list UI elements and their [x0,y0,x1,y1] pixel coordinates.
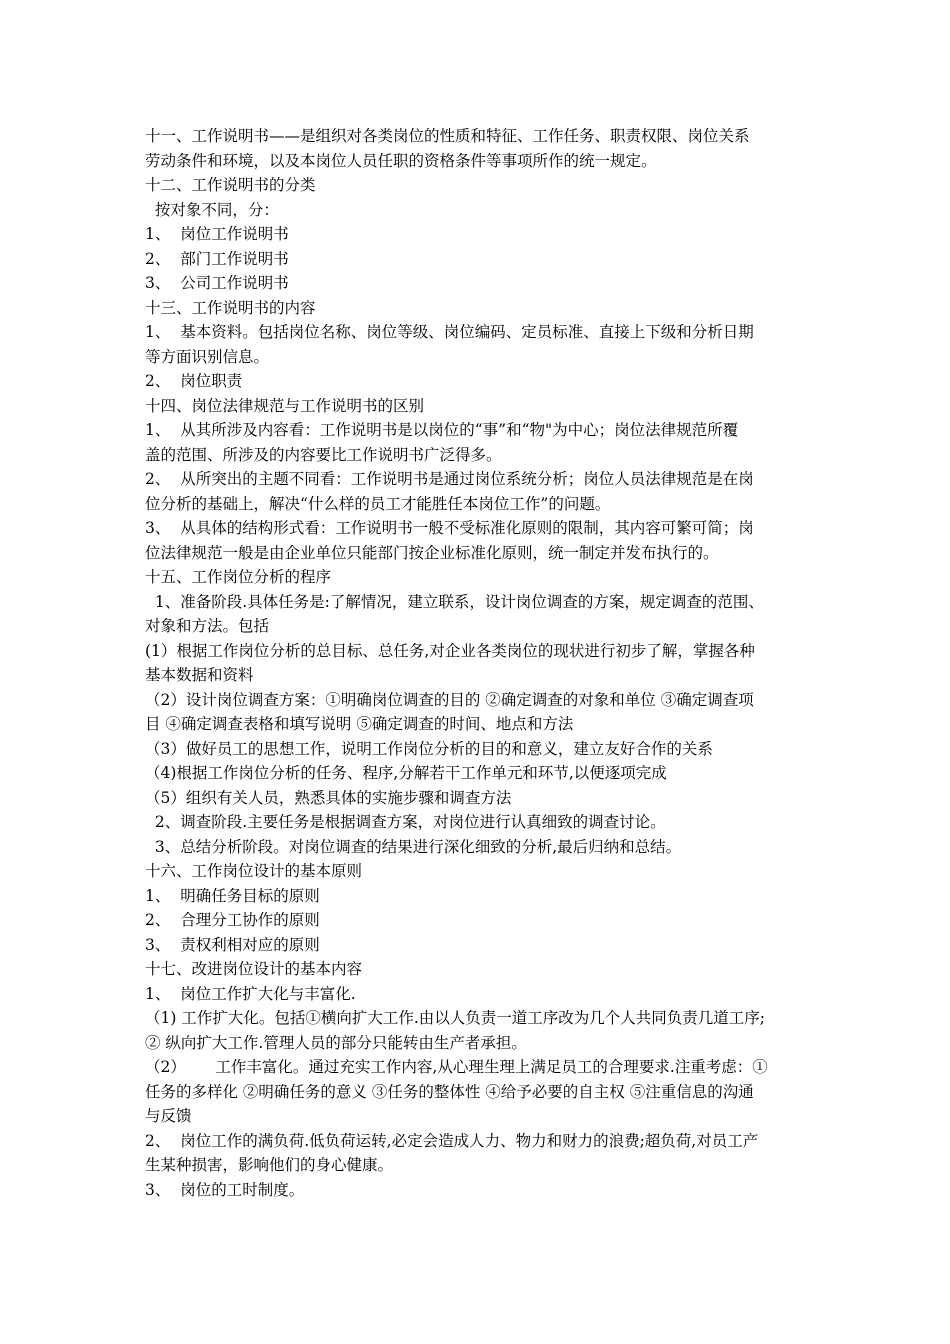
list-item: 1、 基本资料。包括岗位名称、岗位等级、岗位编码、定员标准、直接上下级和分析日期 [145,323,754,341]
text-line: 目 ④确定调查表格和填写说明 ⑤确定调查的时间、地点和方法 [145,715,574,733]
list-item: 1、 明确任务目标的原则 [145,886,320,905]
text-line: 盖的范围、所涉及的内容要比工作说明书广泛得多。 [145,445,502,464]
section-heading: 十二、工作说明书的分类 [145,176,316,194]
list-item: （3）做好员工的思想工作，说明工作岗位分析的目的和意义，建立友好合作的关系 [145,739,713,758]
section-heading: 十四、岗位法律规范与工作说明书的区别 [145,396,425,415]
list-item: 3、 责权利相对应的原则 [145,935,320,954]
list-item: 2、调查阶段.主要任务是根据调查方案，对岗位进行认真细致的调查讨论。 [145,813,666,831]
list-item: （1) 工作扩大化。包括①横向扩大工作.由以人负责一道工序改为几个人共同负责几道工序; [145,1009,765,1027]
document-body [145,124,813,1202]
list-item: 1、 岗位工作说明书 [145,225,289,243]
text-line: 十一、工作说明书——是组织对各类岗位的性质和特征、工作任务、职责权限、岗位关系 [145,127,750,145]
list-item: 3、 公司工作说明书 [145,274,289,292]
list-item: （4)根据工作岗位分析的任务、程序,分解若干工作单元和环节,以便逐项完成 [145,764,667,782]
text-line: 任务的多样化 ②明确任务的意义 ③任务的整体性 ④给予必要的自主权 ⑤注重信息的沟通 [145,1082,754,1101]
text-line: 按对象不同，分： [145,200,279,219]
text-line: 劳动条件和环境，以及本岗位人员任职的资格条件等事项所作的统一规定。 [145,151,657,170]
text-line: 对象和方法。包括 [145,617,270,635]
list-item: （5）组织有关人员，熟悉具体的实施步骤和调查方法 [145,788,512,807]
text-line: 等方面识别信息。 [145,347,270,366]
text-line: 位分析的基础上，解决“什么样的员工才能胜任本岗位工作”的问题。 [145,494,611,513]
list-item: 1、 从其所涉及内容看：工作说明书是以岗位的“事”和“物"为中心；岗位法律规范所覆 [145,421,739,439]
list-item: （2） 工作丰富化。通过充实工作内容,从心理生理上满足员工的合理要求.注重考虑：① [145,1058,768,1076]
list-item: 1、 岗位工作扩大化与丰富化. [145,984,356,1003]
section-heading: 十七、改进岗位设计的基本内容 [145,960,363,978]
list-item: 2、 岗位职责 [145,372,243,390]
list-item: 3、 从具体的结构形式看：工作说明书一般不受标准化原则的限制，其内容可繁可简；岗 [145,519,754,537]
list-item: 2、 合理分工协作的原则 [145,911,320,929]
list-item: 1、准备阶段.具体任务是:了解情况，建立联系，设计岗位调查的方案，规定调查的范围、 [145,592,764,611]
section-heading: 十三、工作说明书的内容 [145,298,316,317]
text-line: 位法律规范一般是由企业单位只能部门按企业标准化原则，统一制定并发布执行的。 [145,543,719,562]
list-item: 2、 岗位工作的满负荷.低负荷运转,必定会造成人力、物力和财力的浪费;超负荷,对员工产 [145,1131,759,1150]
list-item: (1）根据工作岗位分析的总目标、总任务,对企业各类岗位的现状进行初步了解，掌握各种 [145,641,755,660]
text-line: 生某种损害，影响他们的身心健康。 [145,1156,394,1174]
list-item: 2、 从所突出的主题不同看：工作说明书是通过岗位系统分析；岗位人员法律规范是在岗 [145,470,754,488]
list-item: 3、总结分析阶段。对岗位调查的结果进行深化细致的分析,最后归纳和总结。 [145,837,682,856]
text-line: ② 纵向扩大工作.管理人员的部分只能转由生产者承担。 [145,1033,527,1052]
text-line: 基本数据和资料 [145,666,254,684]
list-item: 3、 岗位的工时制度。 [145,1180,305,1199]
section-heading: 十五、工作岗位分析的程序 [145,568,332,586]
list-item: （2）设计岗位调查方案：①明确岗位调查的目的 ②确定调查的对象和单位 ③确定调查项 [145,690,754,709]
text-line: 与反馈 [145,1107,192,1125]
section-heading: 十六、工作岗位设计的基本原则 [145,862,363,880]
list-item: 2、 部门工作说明书 [145,249,289,268]
